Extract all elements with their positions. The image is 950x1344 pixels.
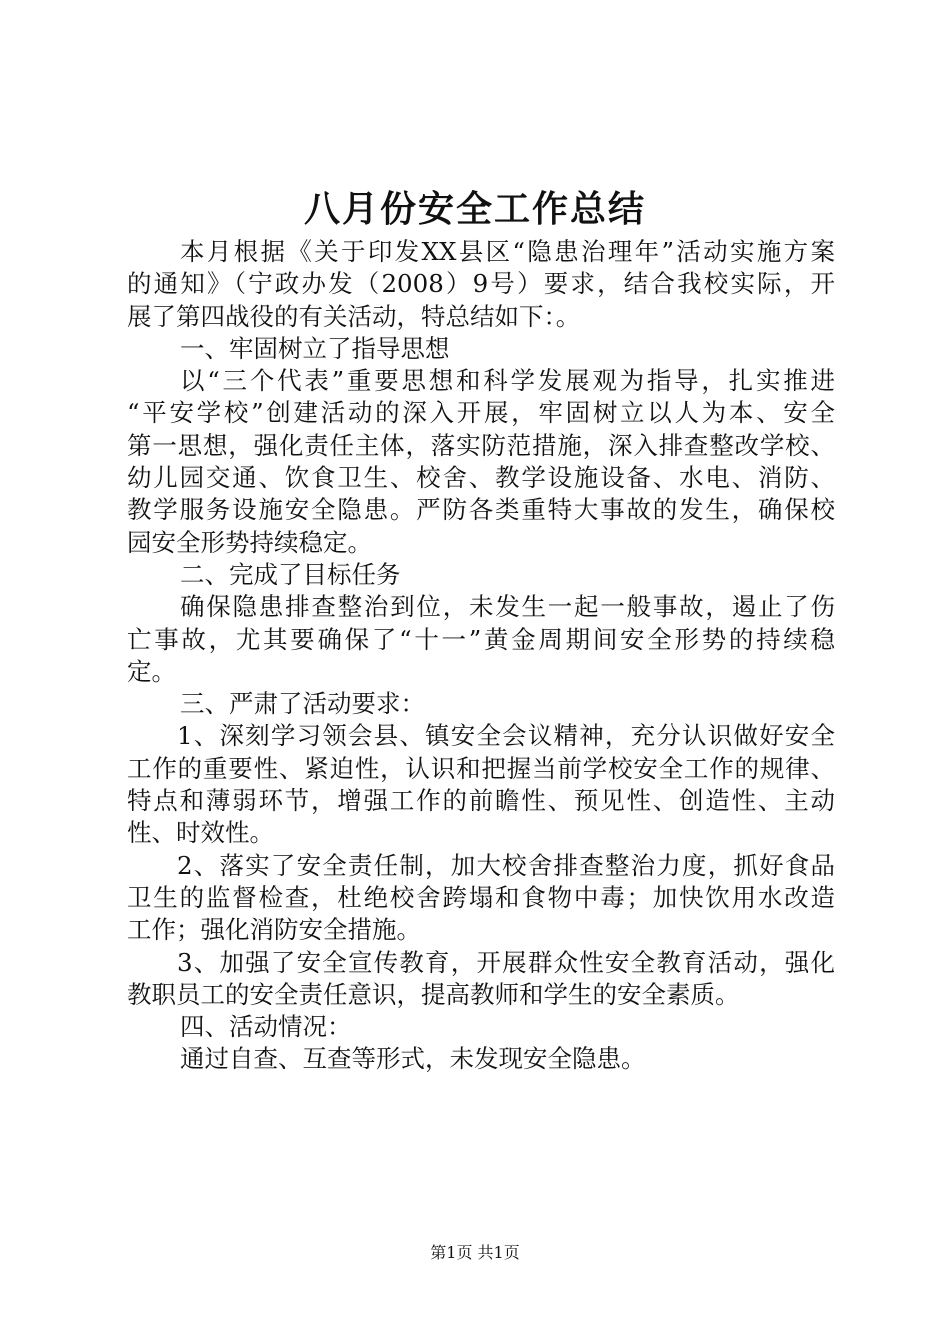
- section-heading: 四、活动情况：: [180, 1012, 352, 1042]
- body-line: 通过自查、互查等形式，未发现安全隐患。: [180, 1044, 646, 1074]
- body-line: 定。: [127, 656, 176, 686]
- document-title: 八月份安全工作总结: [303, 188, 646, 230]
- body-line: 的通知》（宁政办发（2008）9号）要求，结合我校实际，开: [127, 269, 835, 299]
- body-line: 教职员工的安全责任意识，提高教师和学生的安全素质。: [127, 979, 740, 1009]
- document-body: [127, 236, 835, 1076]
- body-line: 幼儿园交通、饮食卫生、校舍、教学设施设备、水电、消防、: [127, 463, 835, 493]
- body-line: 以“三个代表”重要思想和科学发展观为指导，扎实推进: [180, 366, 835, 396]
- body-line: 第一思想，强化责任主体，落实防范措施，深入排查整改学校、: [127, 430, 835, 460]
- body-line: 特点和薄弱环节，增强工作的前瞻性、预见性、创造性、主动: [127, 786, 835, 816]
- body-line: 性、时效性。: [127, 818, 274, 848]
- body-line: 卫生的监督检查，杜绝校舍跨塌和食物中毒；加快饮用水改造: [127, 882, 835, 912]
- body-line: 教学服务设施安全隐患。严防各类重特大事故的发生，确保校: [127, 495, 835, 525]
- body-line: 工作；强化消防安全措施。: [127, 915, 421, 945]
- section-heading: 三、严肃了活动要求：: [180, 689, 425, 719]
- body-line: 本月根据《关于印发XX县区“隐患治理年”活动实施方案: [180, 237, 835, 266]
- section-heading: 二、完成了目标任务: [180, 559, 401, 589]
- body-line: 1、深刻学习领会县、镇安全会议精神，充分认识做好安全: [177, 721, 835, 751]
- body-line: 展了第四战役的有关活动，特总结如下：。: [127, 301, 581, 331]
- body-line: 工作的重要性、紧迫性，认识和把握当前学校安全工作的规律、: [127, 753, 835, 783]
- body-line: 亡事故，尤其要确保了“十一”黄金周期间安全形势的持续稳: [127, 624, 835, 654]
- body-line: 3、加强了安全宣传教育，开展群众性安全教育活动，强化: [177, 947, 835, 977]
- body-line: “平安学校”创建活动的深入开展，牢固树立以人为本、安全: [127, 398, 835, 428]
- body-line: 确保隐患排查整治到位，未发生一起一般事故，遏止了伤: [180, 592, 835, 622]
- section-heading: 一、牢固树立了指导思想: [180, 333, 450, 363]
- page-footer: 第1页 共1页: [430, 1243, 520, 1262]
- body-line: 2、落实了安全责任制，加大校舍排查整治力度，抓好食品: [177, 850, 835, 880]
- body-line: 园安全形势持续稳定。: [127, 527, 372, 557]
